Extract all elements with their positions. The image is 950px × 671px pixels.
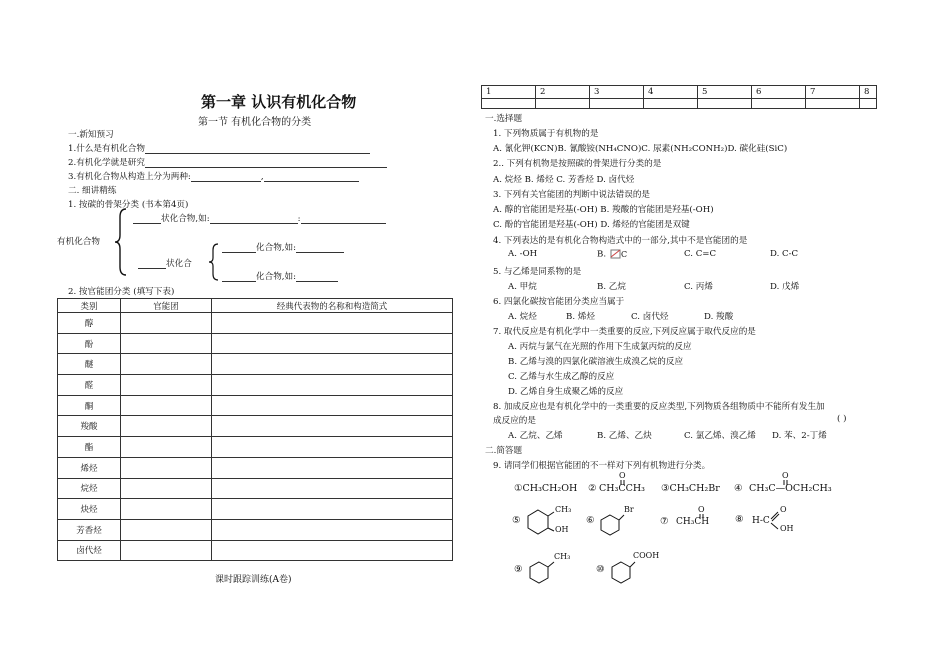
ring-brace — [208, 242, 220, 282]
answer-blank[interactable] — [145, 153, 370, 154]
representative-cell[interactable] — [212, 519, 453, 540]
header-functional-group: 官能团 — [121, 299, 212, 313]
answer-number: 6 — [752, 86, 806, 99]
question-3-options-cd: C. 酚的官能团是羟基(-OH) D. 烯烃的官能团是双键 — [493, 220, 690, 230]
answer-cell[interactable] — [482, 99, 536, 109]
q5-option-c: C. 丙烯 — [684, 282, 713, 292]
molecule-9-methyl: CH₃ — [554, 552, 571, 561]
header-category: 类别 — [58, 299, 121, 313]
representative-cell[interactable] — [212, 395, 453, 416]
q4-option-a: A. -OH — [508, 249, 538, 259]
question-7: 7. 取代反应是有机化学中一类重要的反应,下列反应属于取代反应的是 — [493, 327, 756, 337]
answer-blank[interactable] — [222, 252, 256, 253]
ring-row — [138, 257, 192, 269]
preview-q2-text: 2.有机化学就是研究 — [68, 158, 145, 168]
answer-blank[interactable] — [222, 281, 256, 282]
molecule-5-hydroxyl: OH — [555, 525, 569, 534]
question-8-line2: 成反应的是 — [493, 416, 536, 426]
ring-label: 状化合 — [166, 259, 192, 269]
answer-number: 5 — [698, 86, 752, 99]
functional-group-cell[interactable] — [121, 478, 212, 499]
section-short-answer: 二.简答题 — [485, 446, 523, 456]
part1-heading: 一.新知预习 — [68, 130, 114, 140]
molecule-1: ①CH₃CH₂OH — [514, 483, 578, 494]
answer-number: 3 — [590, 86, 644, 99]
question-2-options: A. 烷烃 B. 烯烃 C. 芳香烃 D. 卤代烃 — [493, 175, 635, 185]
answer-cell[interactable] — [860, 99, 877, 109]
header-representative: 经典代表物的名称和构造简式 — [212, 299, 453, 313]
q4-option-b-label: B. — [597, 249, 607, 260]
answer-number: 1 — [482, 86, 536, 99]
molecule-9-number: ⑨ — [514, 564, 523, 575]
functional-group-cell[interactable] — [121, 313, 212, 334]
molecule-6-number: ⑥ — [586, 515, 595, 526]
answer-number: 8 — [860, 86, 877, 99]
preview-q3 — [68, 170, 359, 182]
answer-blank[interactable] — [264, 181, 359, 182]
functional-group-cell[interactable] — [121, 354, 212, 375]
functional-group-cell[interactable] — [121, 540, 212, 561]
answer-blank[interactable] — [133, 223, 161, 224]
q7-option-d: D. 乙烯自身生成聚乙烯的反应 — [508, 387, 624, 397]
molecule-8-hydroxyl: OH — [780, 524, 794, 533]
representative-cell[interactable] — [212, 499, 453, 520]
molecule-4-number: ④ — [734, 483, 743, 494]
molecule-10-number: ⑩ — [596, 564, 605, 575]
molecule-4-formula: CH₃C—OCH₂CH₃ — [749, 483, 832, 494]
representative-cell[interactable] — [212, 333, 453, 354]
row-category: 芳香烃 — [58, 519, 121, 540]
q8-option-c: C. 氯乙烯、溴乙烯 — [684, 431, 756, 441]
answer-blank[interactable] — [191, 181, 261, 182]
section-title: 第一节 有机化合物的分类 — [198, 117, 312, 128]
answer-cell[interactable] — [590, 99, 644, 109]
functional-group-cell[interactable] — [121, 499, 212, 520]
chain-label: 状化合物,如: — [161, 214, 210, 224]
row-category: 酯 — [58, 437, 121, 458]
molecule-3: ③CH₃CH₂Br — [661, 483, 720, 494]
molecule-8-oxygen: O — [780, 505, 787, 514]
benzene-fragment-icon — [609, 249, 631, 259]
q8-option-d: D. 苯、2-丁烯 — [772, 431, 827, 441]
functional-group-cell[interactable] — [121, 333, 212, 354]
representative-cell[interactable] — [212, 478, 453, 499]
chapter-title: 第一章 认识有机化合物 — [201, 93, 357, 111]
answer-cell[interactable] — [806, 99, 860, 109]
question-1-options: A. 氰化钾(KCN)B. 氰酸铵(NH₄CNO)C. 尿素(NH₂CONH₂)D. 碳化硅(SiC) — [493, 144, 788, 154]
molecule-6-bromine: Br — [624, 505, 634, 514]
q7-option-a: A. 丙烷与氯气在光照的作用下生成氯丙烷的反应 — [508, 342, 692, 352]
question-2: 2.. 下列有机物是按照碳的骨架进行分类的是 — [493, 159, 662, 169]
molecule-8 — [735, 505, 805, 537]
preview-q3-text: 3.有机化合物从构造上分为两种: — [68, 172, 191, 182]
q4-option-b — [597, 249, 631, 260]
molecule-2 — [588, 471, 658, 497]
q4-option-c: C. C=C — [684, 249, 717, 259]
molecule-2-number: ② — [588, 483, 597, 494]
question-1: 1. 下列物质属于有机物的是 — [493, 129, 599, 139]
colon: : — [297, 214, 301, 224]
answer-blank[interactable] — [301, 223, 386, 224]
row-category: 醛 — [58, 375, 121, 396]
q4-option-d: D. C-C — [770, 249, 799, 259]
q6-option-d: D. 羧酸 — [704, 312, 734, 322]
q8-option-a: A. 乙烷、乙烯 — [508, 431, 563, 441]
question-8-line1: 8. 加成反应也是有机化学中的一类重要的反应类型,下列物质各组物质中不能所有发生加 — [493, 402, 825, 412]
question-9: 9. 请同学们根据官能团的不一样对下列有机物进行分类。 — [493, 461, 711, 471]
answer-number: 2 — [536, 86, 590, 99]
representative-cell[interactable] — [212, 313, 453, 334]
ring-sub1 — [222, 241, 344, 253]
separator: , — [260, 172, 264, 182]
functional-group-cell[interactable] — [121, 437, 212, 458]
q5-option-d: D. 戊烯 — [770, 282, 800, 292]
svg-text:C: C — [620, 250, 627, 259]
functional-group-cell[interactable] — [121, 457, 212, 478]
molecule-2-oxygen: O — [619, 471, 626, 480]
molecule-9 — [514, 550, 574, 586]
representative-cell[interactable] — [212, 354, 453, 375]
row-category: 醚 — [58, 354, 121, 375]
answer-cell[interactable] — [536, 99, 590, 109]
molecule-8-formula: H-C — [752, 516, 770, 526]
answer-grid — [481, 85, 877, 109]
q6-option-b: B. 烯烃 — [566, 312, 595, 322]
row-category: 酚 — [58, 333, 121, 354]
row-category: 烷烃 — [58, 478, 121, 499]
molecule-5-number: ⑤ — [512, 515, 521, 526]
representative-cell[interactable] — [212, 375, 453, 396]
preview-q1-text: 1.什么是有机化合物 — [68, 144, 145, 154]
molecule-5 — [512, 505, 582, 537]
answer-blank[interactable] — [145, 167, 387, 168]
molecule-8-number: ⑧ — [735, 514, 744, 525]
question-4: 4. 下列表达的是有机化合物构造式中的一部分,其中不是官能团的是 — [493, 236, 748, 246]
row-category: 羧酸 — [58, 416, 121, 437]
question-5: 5. 与乙烯是同系物的是 — [493, 267, 582, 277]
answer-blank[interactable] — [296, 252, 344, 253]
part2-heading: 二. 细讲精练 — [68, 186, 117, 196]
representative-cell[interactable] — [212, 457, 453, 478]
preview-q2 — [68, 156, 387, 168]
molecule-7-formula: CH₃CH — [676, 517, 710, 527]
answer-blank[interactable] — [296, 281, 338, 282]
main-brace — [114, 207, 128, 277]
molecule-2-formula: CH₃CCH₃ — [599, 483, 645, 494]
representative-cell[interactable] — [212, 437, 453, 458]
molecule-7-number: ⑦ — [660, 516, 669, 527]
representative-cell[interactable] — [212, 540, 453, 561]
chain-row — [133, 212, 386, 224]
functional-group-cell[interactable] — [121, 395, 212, 416]
question-3: 3. 下列有关官能团的判断中说法错误的是 — [493, 190, 651, 200]
answer-blank[interactable] — [138, 268, 166, 269]
representative-cell[interactable] — [212, 416, 453, 437]
preview-q1 — [68, 142, 370, 154]
answer-cell[interactable] — [698, 99, 752, 109]
row-category: 烯烃 — [58, 457, 121, 478]
functional-group-cell[interactable] — [121, 416, 212, 437]
organic-compound-label: 有机化合物 — [57, 237, 100, 247]
row-category: 醇 — [58, 313, 121, 334]
row-category: 炔烃 — [58, 499, 121, 520]
functional-group-cell[interactable] — [121, 375, 212, 396]
question-3-options-ab: A. 醇的官能团是羟基(-OH) B. 羧酸的官能团是羟基(-OH) — [493, 205, 714, 215]
q6-option-a: A. 烷烃 — [508, 312, 537, 322]
answer-cell[interactable] — [644, 99, 698, 109]
classification-table — [57, 298, 453, 561]
molecule-5-methyl: CH₃ — [555, 505, 572, 514]
q8-option-b: B. 乙烯、乙炔 — [597, 431, 652, 441]
molecule-10 — [596, 550, 676, 586]
ring-sub2 — [222, 270, 338, 282]
row-category: 卤代烃 — [58, 540, 121, 561]
q6-option-c: C. 卤代烃 — [631, 312, 669, 322]
question-6: 6. 四氯化碳按官能团分类应当属于 — [493, 297, 625, 307]
answer-number: 4 — [644, 86, 698, 99]
molecule-4-oxygen: O — [782, 471, 789, 480]
q8-answer-paren[interactable]: ( ) — [837, 414, 847, 424]
molecule-7 — [660, 505, 720, 537]
molecule-6 — [586, 505, 646, 537]
ring-sub2-label: 化合物,如: — [256, 272, 297, 282]
page-footer: 课时跟踪训练(A卷) — [215, 575, 292, 585]
q7-option-b: B. 乙烯与溴的四氯化碳溶液生成溴乙烷的反应 — [508, 357, 684, 367]
q7-option-c: C. 乙烯与水生成乙醇的反应 — [508, 372, 615, 382]
molecule-4 — [734, 471, 844, 497]
carbon-skeleton-question: 1. 按碳的骨架分类 (书本第4页) — [68, 200, 189, 210]
answer-number: 7 — [806, 86, 860, 99]
answer-cell[interactable] — [752, 99, 806, 109]
functional-group-question: 2. 按官能团分类 (填写下表) — [68, 287, 175, 297]
molecule-7-oxygen: O — [698, 505, 705, 514]
ring-sub1-label: 化合物,如: — [256, 243, 297, 253]
functional-group-cell[interactable] — [121, 519, 212, 540]
molecule-10-carboxyl: COOH — [633, 551, 660, 560]
q5-option-a: A. 甲烷 — [508, 282, 537, 292]
section-choice: 一.选择题 — [485, 114, 523, 124]
q5-option-b: B. 乙烷 — [597, 282, 626, 292]
row-category: 酮 — [58, 395, 121, 416]
answer-blank[interactable] — [210, 223, 298, 224]
